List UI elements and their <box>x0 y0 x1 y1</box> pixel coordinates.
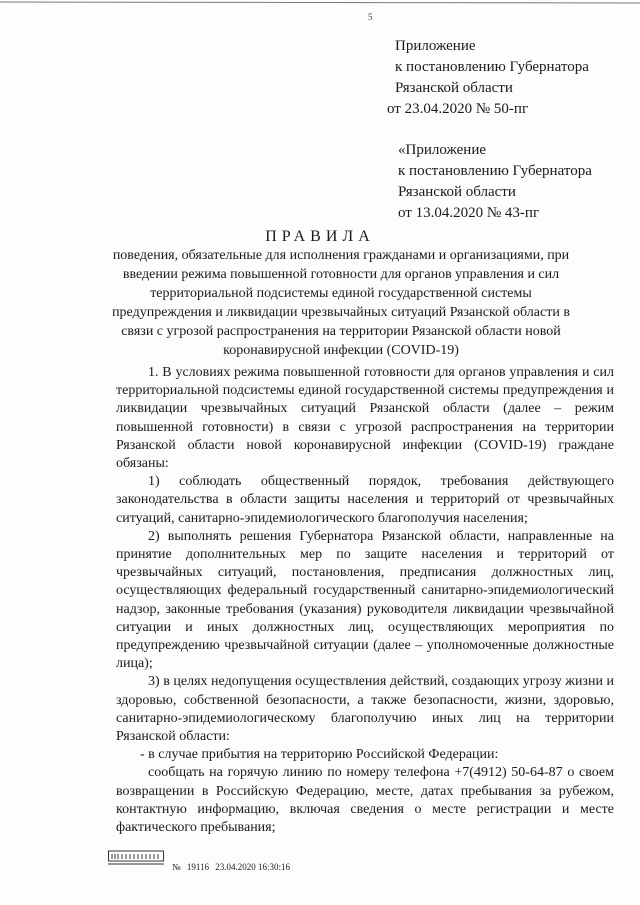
registration-number: 19116 <box>186 862 210 872</box>
appendix-previous-line2: к постановлению Губернатора <box>398 163 592 179</box>
document-title: ПРАВИЛА <box>265 228 375 245</box>
appendix-previous-line1: «Приложение <box>398 142 487 158</box>
appendix-previous-line3: Рязанской области <box>398 184 516 200</box>
appendix-previous <box>398 140 592 224</box>
paragraph-1: 1. В условиях режима повышенной готовности для органов управления и сил территориальной подсистемы единой государственной системы предупреждения и ликвидации чрезвычайных ситуаций Рязанской области (далее – режим повышенной готовности) в связи с угрозой распространения на территории Рязанской области новой коронавирусной инфекции (COVID-19) граждане обязаны: <box>116 365 614 472</box>
appendix-previous-date: от 13.04.2020 № 43-пг <box>398 205 540 221</box>
appendix-current <box>387 36 589 120</box>
registry-stamp-icon <box>108 848 164 866</box>
document-subtitle: поведения, обязательные для исполнения гражданами и организациями, при введении режима повышенной готовности для органов управления и сил территориальной подсистемы единой государственной системы предупреждения и ликвидации чрезвычайных ситуаций Рязанской области в связи с угрозой распространения на территории Рязанской области новой коронавирусной инфекции (COVID-19) <box>112 248 570 358</box>
paragraph-1-3-a: - в случае прибытия на территорию Российской Федерации: <box>140 747 499 763</box>
paragraph-1-3-b: сообщать на горячую линию по номеру телефона +7(4912) 50-64-87 о своем возвращении в Российскую Федерацию, месте, датах пребывания за рубежом, контактную информацию, включая сведения о месте регистрации и месте фактического пребывания; <box>116 765 614 836</box>
document-body <box>116 364 614 837</box>
registration-mark <box>172 862 294 872</box>
paragraph-1-3: 3) в целях недопущения осуществления действий, создающих угрозу жизни и здоровью, собственной безопасности, а также безопасности, жизни, здоровью, санитарно-эпидемиологическому благополучию иных лиц на территории Рязанской области: <box>116 674 614 745</box>
paragraph-1-1: 1) соблюдать общественный порядок, требования действующего законодательства в области защиты населения и территорий от чрезвычайных ситуаций, санитарно-эпидемиологического благополучия населения; <box>116 474 614 526</box>
appendix-current-line1: Приложение <box>395 38 476 54</box>
footer <box>108 848 164 866</box>
paragraph-1-2: 2) выполнять решения Губернатора Рязанской области, направленные на принятие дополнительных мер по защите населения и территорий от чрезвычайных ситуаций, постановления, предписания должностных лиц, осуществляющих федеральный государственный санитарно-эпидемиологический надзор, законные требования (указания) руководителя ликвидации чрезвычайной ситуации и иных должностных лиц, осуществляющих мероприятия по предупреждению чрезвычайной ситуации (далее – уполномоченные должностные лица); <box>116 528 614 672</box>
registration-timestamp: 23.04.2020 16:30:16 <box>215 862 291 872</box>
scan-edge-mark <box>0 0 640 6</box>
appendix-current-date: от 23.04.2020 № 50-пг <box>387 101 529 117</box>
page-number: 5 <box>368 12 373 22</box>
appendix-current-line2: к постановлению Губернатора <box>395 59 589 75</box>
number-sign-icon: № <box>172 862 181 872</box>
appendix-current-line3: Рязанской области <box>395 80 513 96</box>
